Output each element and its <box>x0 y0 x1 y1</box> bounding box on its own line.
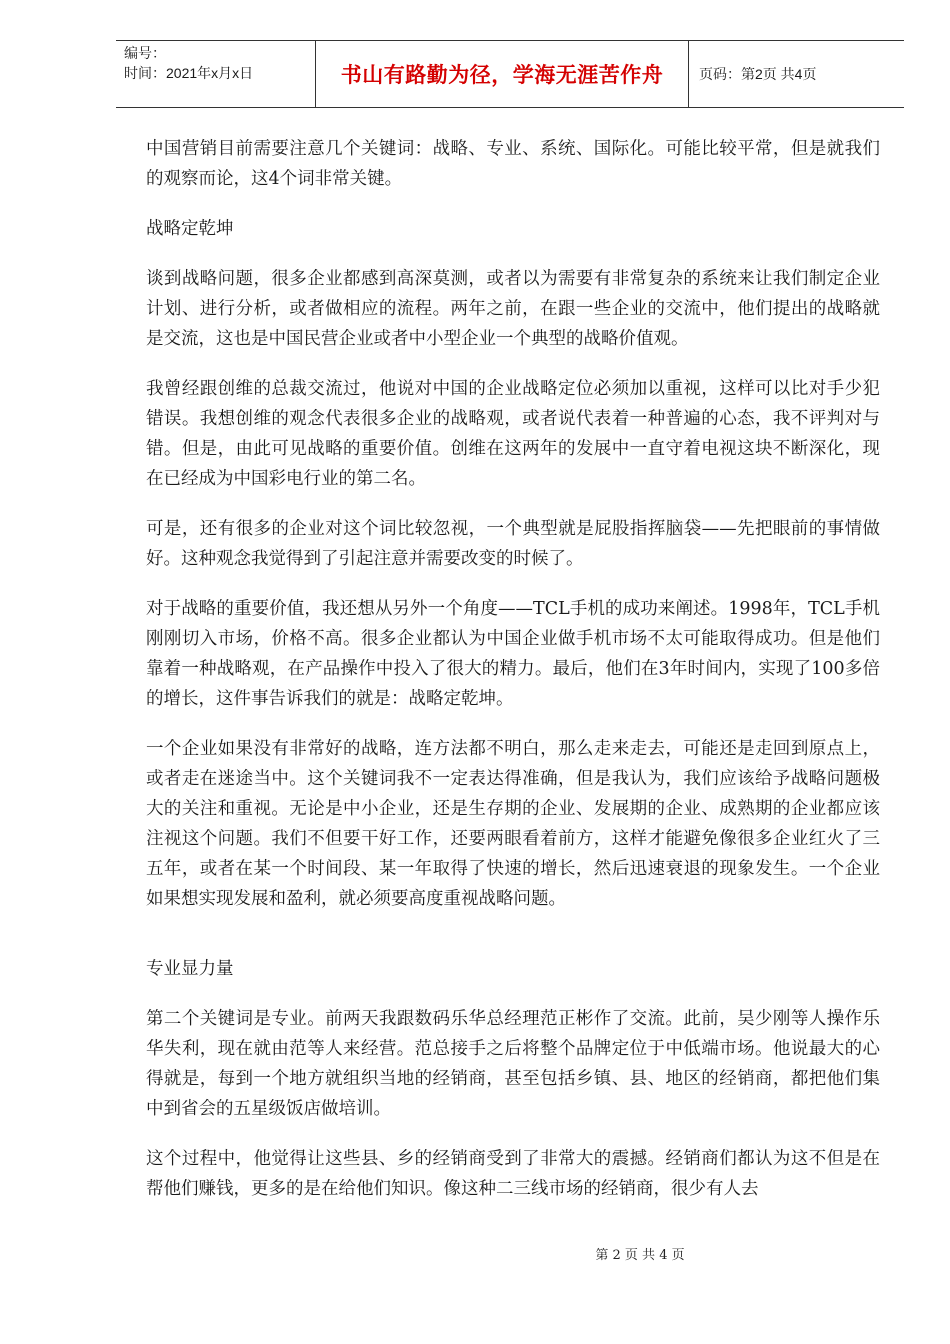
section-heading-strategy: 战略定乾坤 <box>146 219 234 239</box>
number-label: 编号： <box>124 45 166 61</box>
time-label: 时间：2021年x月x日 <box>124 65 254 81</box>
paragraph-intro: 中国营销目前需要注意几个关键词：战略、专业、系统、国际化。可能比较平常，但是就我们的观察而论，这4个词非常关键。 <box>146 139 880 189</box>
paragraph: 第二个关键词是专业。前两天我跟数码乐华总经理范正彬作了交流。此前，吴少刚等人操作乐华失利，现在就由范等人来经营。范总接手之后将整个品牌定位于中低端市场。他说最大的心得就是，每到一个地方就组织当地的经销商，甚至包括乡镇、县、地区的经销商，都把他们集中到省会的五星级饭店做培训。 <box>146 1009 880 1119</box>
paragraph: 这个过程中，他觉得让这些县、乡的经销商受到了非常大的震撼。经销商们都认为这不但是在帮他们赚钱，更多的是在给他们知识。像这种二三线市场的经销商，很少有人去 <box>146 1149 880 1199</box>
paragraph: 谈到战略问题，很多企业都感到高深莫测，或者以为需要有非常复杂的系统来让我们制定企业计划、进行分析，或者做相应的流程。两年之前，在跟一些企业的交流中，他们提出的战略就是交流，这也是中国民营企业或者中小型企业一个典型的战略价值观。 <box>146 269 880 349</box>
header-page-number: 页码：第2页 共4页 <box>699 66 817 82</box>
page-header <box>116 40 904 108</box>
paragraph: 一个企业如果没有非常好的战略，连方法都不明白，那么走来走去，可能还是走回到原点上，或者走在迷途当中。这个关键词我不一定表达得准确，但是我认为，我们应该给予战略问题极大的关注和重视。无论是中小企业，还是生存期的企业、发展期的企业、成熟期的企业都应该注视这个问题。我们不但要干好工作，还要两眼看着前方，这样才能避免像很多企业红火了三五年，或者在某一个时间段、某一年取得了快速的增长，然后迅速衰退的现象发生。一个企业如果想实现发展和盈利，就必须要高度重视战略问题。 <box>146 739 880 909</box>
page-footer: 第 2 页 共 4 页 <box>595 1248 685 1263</box>
paragraph: 对于战略的重要价值，我还想从另外一个角度——TCL手机的成功来阐述。1998年，TCL手机刚刚切入市场，价格不高。很多企业都认为中国企业做手机市场不太可能取得成功。但是他们靠着一种战略观，在产品操作中投入了很大的精力。最后，他们在3年时间内，实现了100多倍的增长，这件事告诉我们的就是：战略定乾坤。 <box>146 599 880 709</box>
section-heading-professional: 专业显力量 <box>146 959 234 979</box>
paragraph: 可是，还有很多的企业对这个词比较忽视，一个典型就是屁股指挥脑袋——先把眼前的事情做好。这种观念我觉得到了引起注意并需要改变的时候了。 <box>146 519 880 569</box>
document-body <box>146 134 880 1224</box>
paragraph: 我曾经跟创维的总裁交流过，他说对中国的企业战略定位必须加以重视，这样可以比对手少犯错误。我想创维的观念代表很多企业的战略观，或者说代表着一种普遍的心态，我不评判对与错。但是，由此可见战略的重要价值。创维在这两年的发展中一直守着电视这块不断深化，现在已经成为中国彩电行业的第二名。 <box>146 379 880 489</box>
header-meta <box>116 41 316 107</box>
header-motto: 书山有路勤为径，学海无涯苦作舟 <box>316 41 689 107</box>
